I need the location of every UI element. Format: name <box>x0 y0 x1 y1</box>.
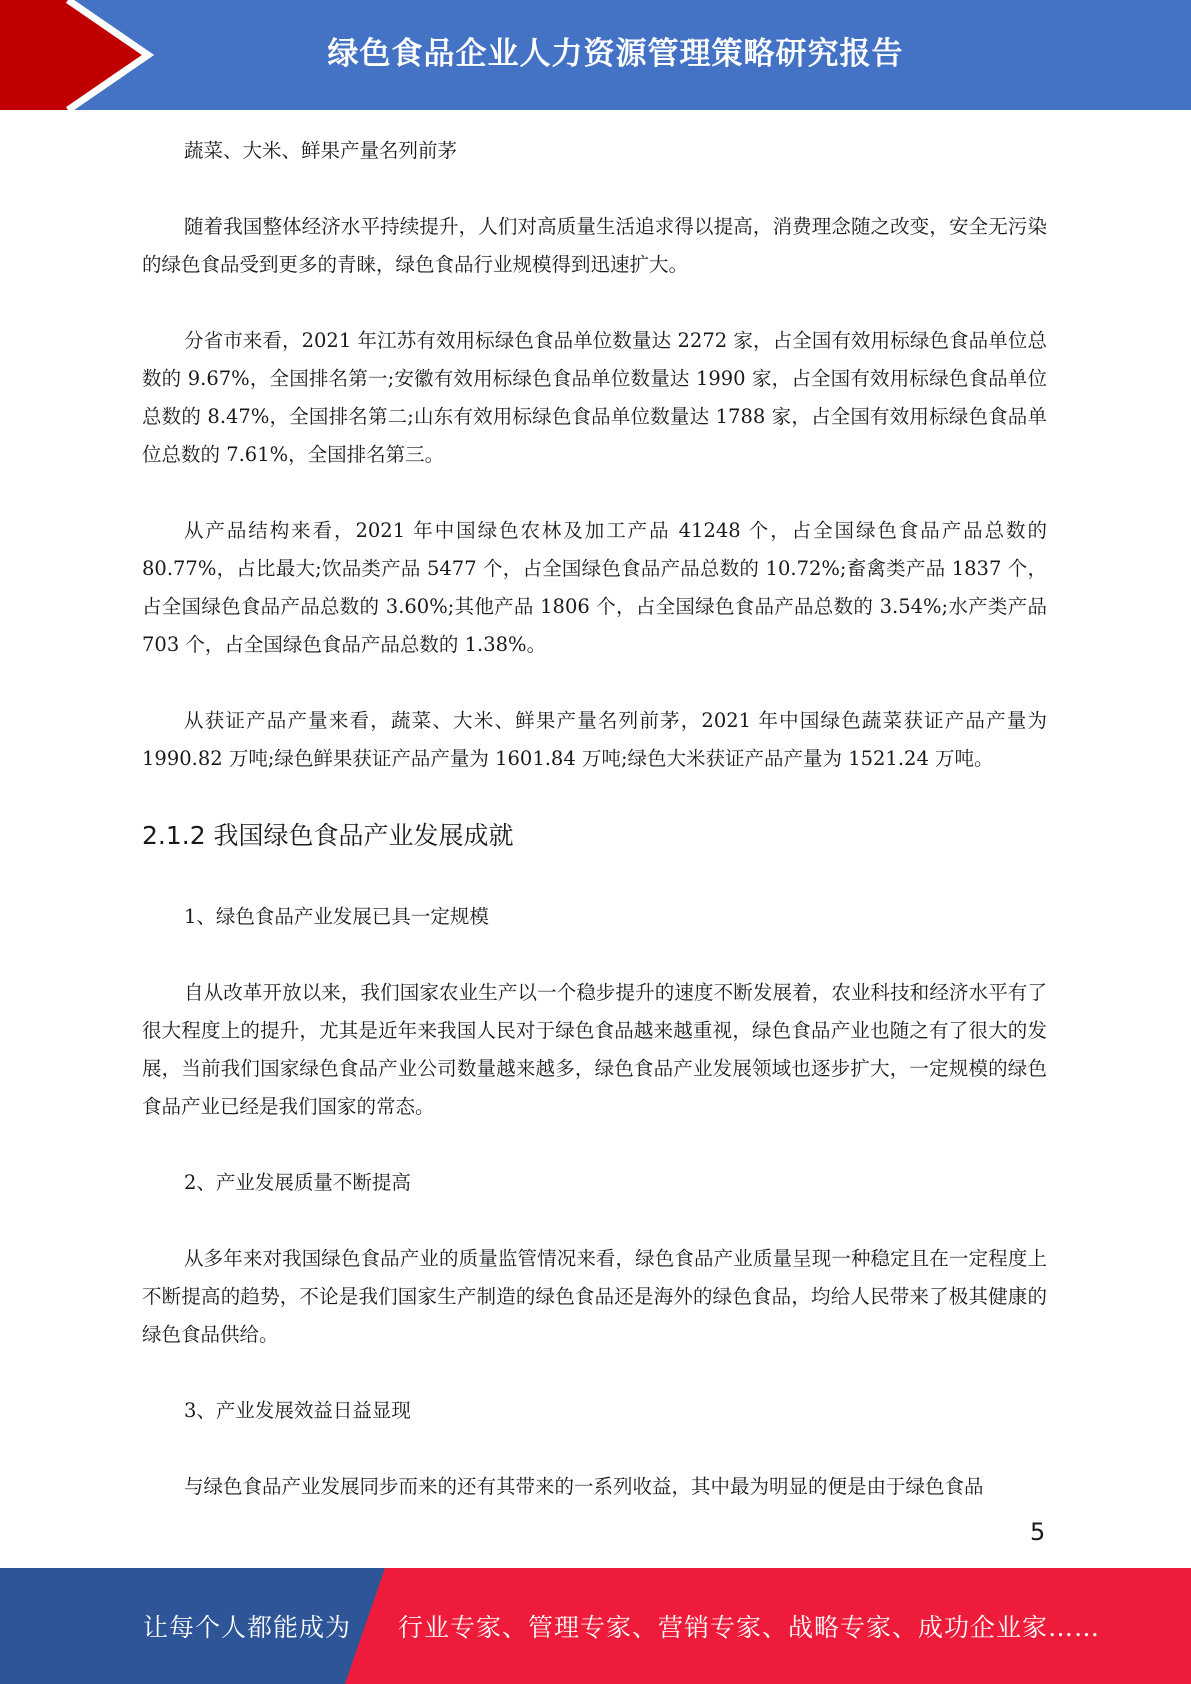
list-item-scale: 1、绿色食品产业发展已具一定规模 <box>184 905 489 928</box>
page-header <box>0 0 1191 110</box>
paragraph-benefits: 与绿色食品产业发展同步而来的还有其带来的一系列收益，其中最为明显的便是由于绿色食品 <box>184 1475 984 1498</box>
paragraph-subheading-produce: 蔬菜、大米、鲜果产量名列前茅 <box>184 139 458 162</box>
paragraph-product-structure: 从产品结构来看，2021 年中国绿色农林及加工产品 41248 个，占全国绿色食品产品总数的 80.77%，占比最大;饮品类产品 5477 个，占全国绿色食品产品总数的 10.72%;畜禽类产品 1837 个，占全国绿色食品产品总数的 3.60%;其他产品 1806 个，占全国绿色食品产品总数的 3.54%;水产类产品 703 个，占全国绿色食品产品总数的 1.38%。 <box>142 519 1047 656</box>
section-heading: 2.1.2 我国绿色食品产业发展成就 <box>142 821 514 850</box>
list-item-benefits: 3、产业发展效益日益显现 <box>184 1399 411 1422</box>
paragraph-province-stats: 分省市来看，2021 年江苏有效用标绿色食品单位数量达 2272 家，占全国有效用标绿色食品单位总数的 9.67%，全国排名第一;安徽有效用标绿色食品单位数量达 1990 家，占全国有效用标绿色食品单位总数的 8.47%，全国排名第二;山东有效用标绿色食品单位数量达 1788 家，占全国有效用标绿色食品单位总数的 7.61%，全国排名第三。 <box>142 329 1047 466</box>
paragraph-quality: 从多年来对我国绿色食品产业的质量监管情况来看，绿色食品产业质量呈现一种稳定且在一定程度上不断提高的趋势，不论是我们国家生产制造的绿色食品还是海外的绿色食品，均给人民带来了极其健康的绿色食品供给。 <box>142 1247 1047 1346</box>
paragraph-scale: 自从改革开放以来，我们国家农业生产以一个稳步提升的速度不断发展着，农业科技和经济水平有了很大程度上的提升，尤其是近年来我国人民对于绿色食品越来越重视，绿色食品产业也随之有了很大的发展，当前我们国家绿色食品产业公司数量越来越多，绿色食品产业发展领域也逐步扩大，一定规模的绿色食品产业已经是我们国家的常态。 <box>142 981 1047 1118</box>
page-footer <box>0 1568 1191 1684</box>
list-item-quality: 2、产业发展质量不断提高 <box>184 1171 411 1194</box>
paragraph-market-growth: 随着我国整体经济水平持续提升，人们对高质量生活追求得以提高，消费理念随之改变，安全无污染的绿色食品受到更多的青睐，绿色食品行业规模得到迅速扩大。 <box>142 215 1047 276</box>
paragraph-certified-output: 从获证产品产量来看，蔬菜、大米、鲜果产量名列前茅，2021 年中国绿色蔬菜获证产品产量为 1990.82 万吨;绿色鲜果获证产品产量为 1601.84 万吨;绿色大米获证产品产量为 1521.24 万吨。 <box>142 709 1047 770</box>
page-number: 5 <box>1030 1518 1046 1546</box>
footer-slogan-right: 行业专家、管理专家、营销专家、战略专家、成功企业家…… <box>398 1613 1101 1642</box>
document-body <box>142 132 1047 1544</box>
footer-slogan-left: 让每个人都能成为 <box>143 1613 352 1642</box>
header-title: 绿色食品企业人力资源管理策略研究报告 <box>327 35 904 72</box>
